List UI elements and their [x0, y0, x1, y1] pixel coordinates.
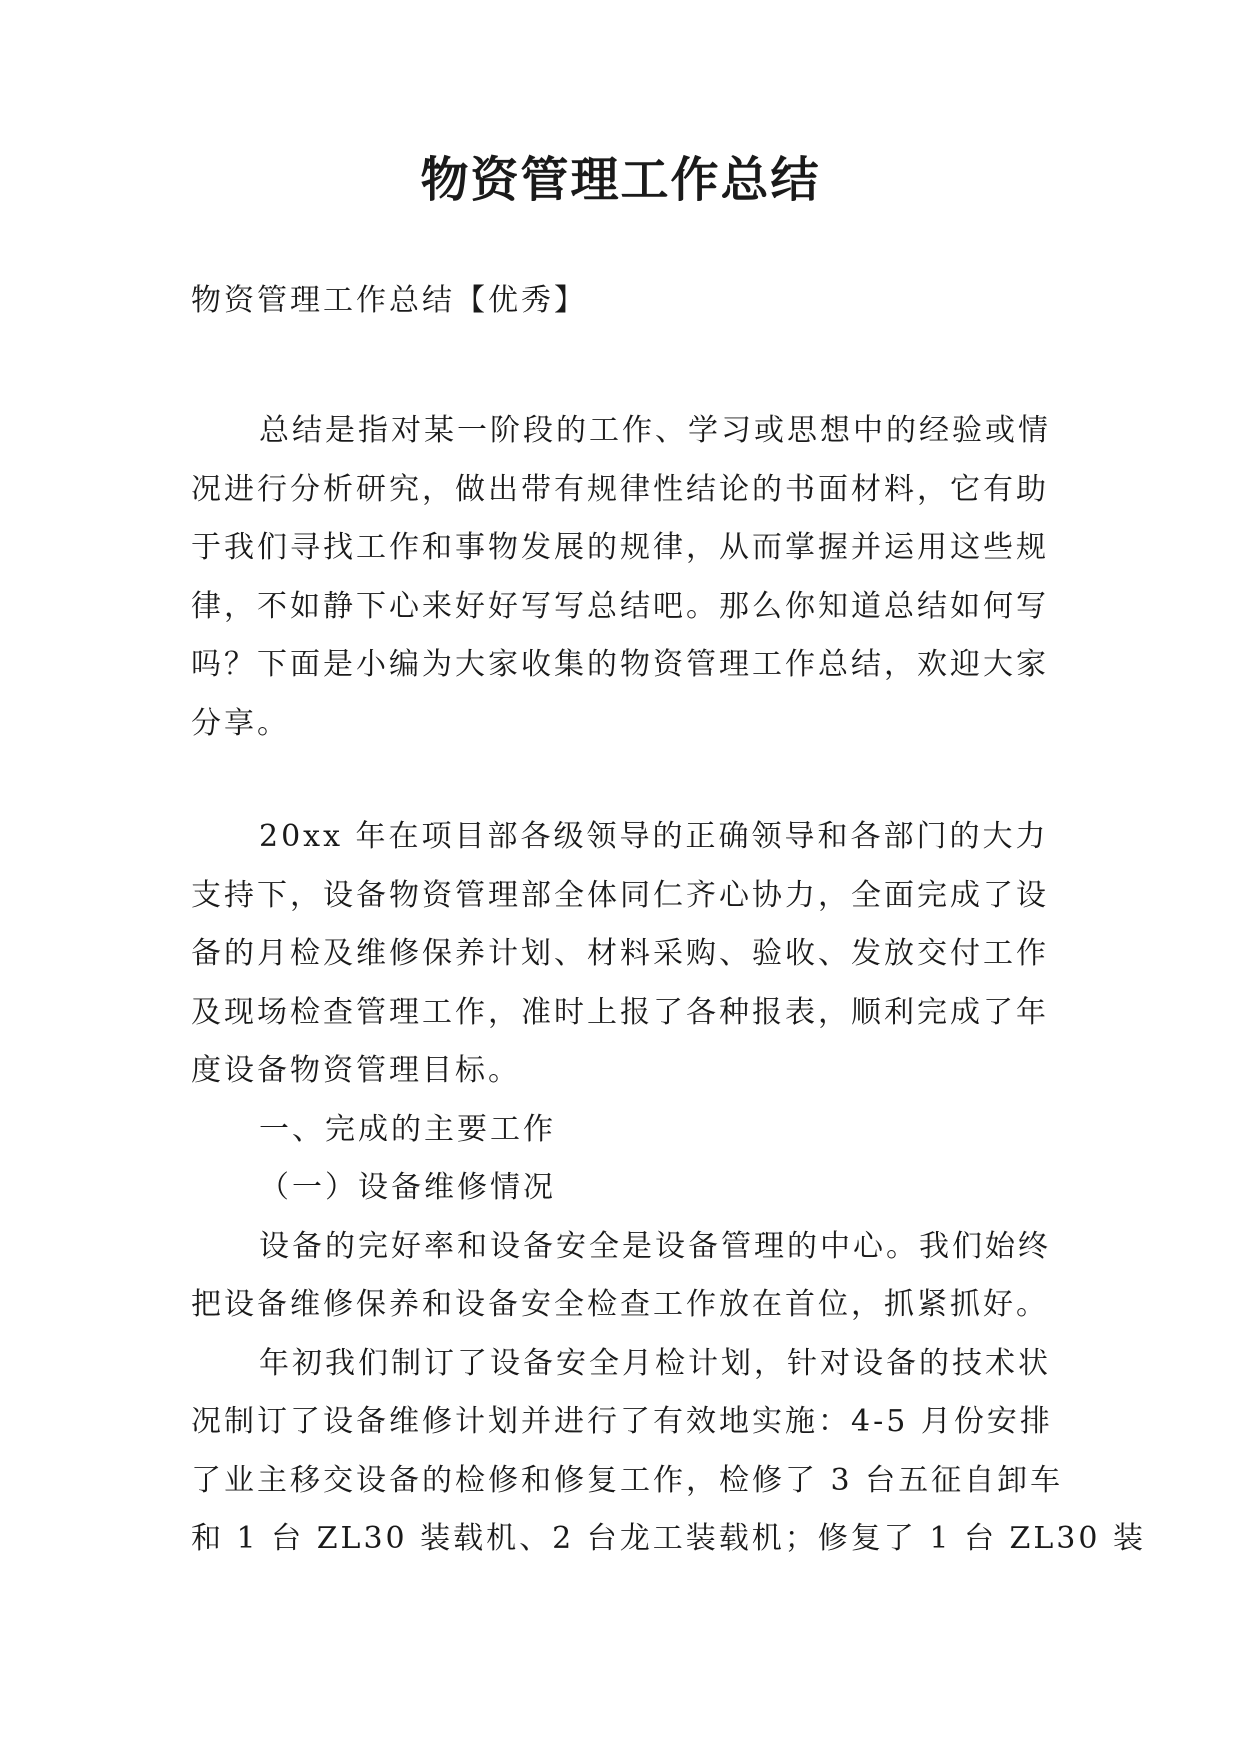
section-heading: 一、完成的主要工作: [259, 1111, 556, 1147]
body-paragraphs: [191, 808, 1146, 1569]
document-title: 物资管理工作总结: [420, 152, 821, 208]
paragraph-line: 把设备维修保养和设备安全检查工作放在首位，抓紧抓好。: [191, 1287, 1049, 1322]
subsection-heading: （一）设备维修情况: [259, 1170, 556, 1205]
subtitle-line: 物资管理工作总结【优秀】: [191, 283, 587, 318]
paragraph-line: 和 1 台 ZL30 装载机、2 台龙工装载机；修复了 1 台 ZL30 装: [191, 1521, 1146, 1556]
paragraph-line: 设备的完好率和设备安全是设备管理的中心。我们始终: [259, 1228, 1051, 1264]
paragraph-line: 况制订了设备维修计划并进行了有效地实施：4-5 月份安排: [191, 1404, 1053, 1439]
paragraph-line: 支持下，设备物资管理部全体同仁齐心协力，全面完成了设: [191, 877, 1049, 913]
intro-paragraph: [191, 402, 1053, 753]
paragraph-line: 吗？下面是小编为大家收集的物资管理工作总结，欢迎大家: [191, 647, 1049, 682]
paragraph-line: 总结是指对某一阶段的工作、学习或思想中的经验或情: [259, 413, 1051, 448]
paragraph-line: 度设备物资管理目标。: [191, 1053, 521, 1088]
paragraph-line: 况进行分析研究，做出带有规律性结论的书面材料，它有助: [191, 471, 1049, 507]
document-subtitle: [191, 272, 1053, 331]
paragraph-line: 20xx 年在项目部各级领导的正确领导和各部门的大力: [259, 819, 1049, 854]
paragraph-line: 年初我们制订了设备安全月检计划，针对设备的技术状: [259, 1345, 1051, 1381]
paragraph-line: 律，不如静下心来好好写写总结吧。那么你知道总结如何写: [191, 588, 1049, 624]
paragraph-line: 了业主移交设备的检修和修复工作，检修了 3 台五征自卸车: [191, 1462, 1064, 1498]
paragraph-line: 于我们寻找工作和事物发展的规律，从而掌握并运用这些规: [191, 530, 1049, 565]
paragraph-line: 分享。: [191, 705, 290, 741]
paragraph-line: 及现场检查管理工作，准时上报了各种报表，顺利完成了年: [191, 994, 1049, 1030]
paragraph-line: 备的月检及维修保养计划、材料采购、验收、发放交付工作: [191, 936, 1049, 971]
